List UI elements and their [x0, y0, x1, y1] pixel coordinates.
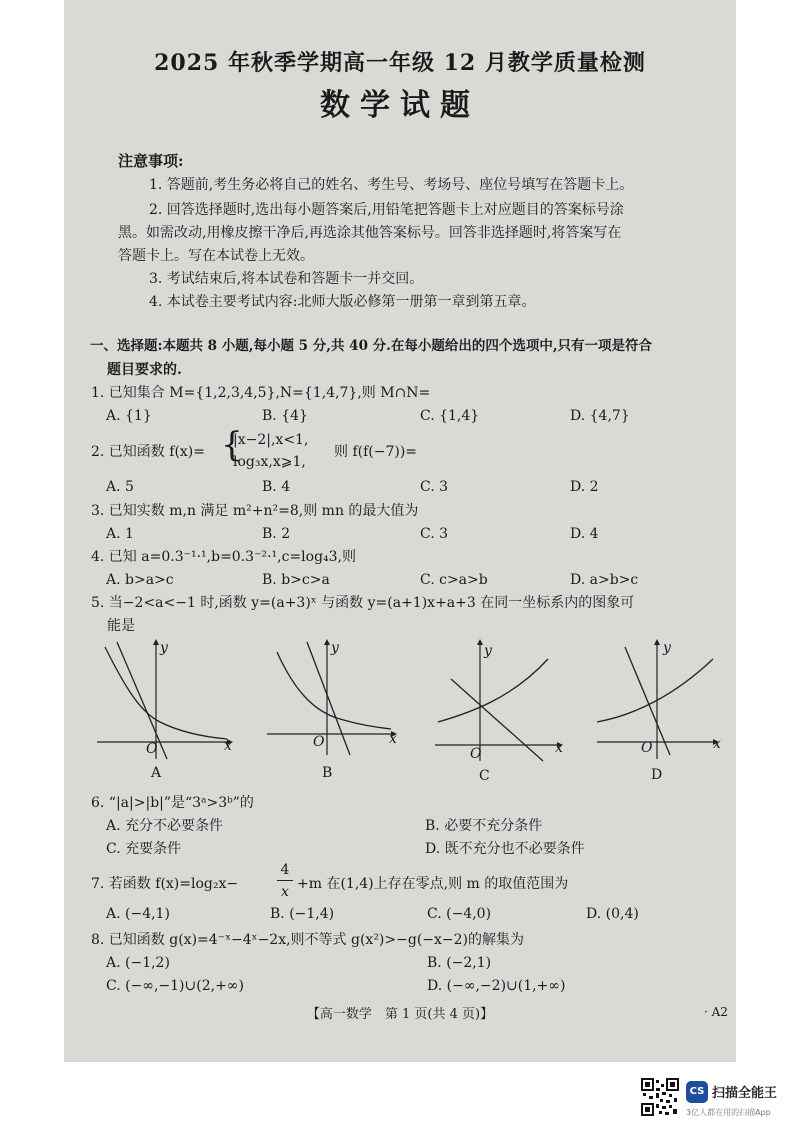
question-6-stem: 6. “|a|>|b|”是“3ᵃ>3ᵇ”的 — [91, 795, 254, 811]
q4-option-d: D. a>b>c — [570, 572, 639, 588]
q7-option-d: D. (0,4) — [586, 906, 639, 922]
graph-a-letter: A — [151, 765, 162, 781]
camscanner-logo-icon: CS — [686, 1081, 708, 1103]
exam-title: 2025 年秋季学期高一年级 12 月教学质量检测 — [154, 50, 646, 76]
q8-option-c: C. (−∞,−1)∪(2,+∞) — [106, 978, 244, 994]
q7-option-a: A. (−4,1) — [106, 906, 170, 922]
scanner-tagline: 3亿人都在用的扫描App — [686, 1108, 771, 1117]
notice-line-4: 4. 本试卷主要考试内容:北师大版必修第一册第一章到第五章。 — [149, 294, 536, 310]
section-heading-cont: 题目要求的. — [107, 362, 182, 378]
graph-c-letter: C — [479, 768, 490, 784]
q2-option-d: D. 2 — [570, 479, 599, 495]
question-7-stem-prefix: 7. 若函数 f(x)=log₂x− — [91, 876, 239, 892]
graph-b-x-label: x — [389, 731, 397, 747]
q2-case-1: |x−2|,x<1, — [233, 432, 309, 448]
graph-b-exp-curve — [277, 652, 391, 729]
paper-code: · A2 — [704, 1005, 728, 1019]
graph-c-line — [451, 679, 543, 761]
graph-a-y-arrow — [153, 639, 159, 645]
q3-option-b: B. 2 — [262, 526, 291, 542]
graph-d-y-label: y — [663, 640, 671, 656]
q3-option-c: C. 3 — [420, 526, 449, 542]
q7-option-c: C. (−4,0) — [427, 906, 492, 922]
graph-c-exp-curve — [438, 659, 548, 722]
q7-fraction-bar — [277, 880, 293, 881]
graph-c-y-arrow — [477, 639, 483, 645]
graph-c — [433, 637, 573, 762]
scanner-brand: 扫描全能王 — [712, 1086, 778, 1101]
graph-a-exp-curve — [105, 647, 227, 739]
graph-d-exp-curve — [597, 659, 713, 722]
q6-option-a: A. 充分不必要条件 — [106, 818, 224, 834]
q1-option-a: A. {1} — [106, 408, 152, 424]
q2-case-2: log₃x,x⩾1, — [233, 454, 306, 470]
graph-c-y-label: y — [484, 643, 492, 659]
notice-heading: 注意事项: — [118, 152, 184, 170]
graph-c-x-label: x — [555, 740, 563, 756]
graph-c-origin: O — [470, 746, 482, 762]
graph-a-y-label: y — [160, 640, 168, 656]
q2-option-b: B. 4 — [262, 479, 291, 495]
q8-option-d: D. (−∞,−2)∪(1,+∞) — [427, 978, 566, 994]
graph-d-y-arrow — [654, 639, 660, 645]
graph-b-y-arrow — [324, 639, 330, 645]
q1-option-b: B. {4} — [262, 408, 308, 424]
question-5-stem: 5. 当−2<a<−1 时,函数 y=(a+3)ˣ 与函数 y=(a+1)x+a+3 在同一坐标系内的图象可 — [91, 595, 635, 611]
graph-d-line — [625, 647, 670, 755]
q8-option-b: B. (−2,1) — [427, 955, 492, 971]
question-8-stem: 8. 已知函数 g(x)=4⁻ˣ−4ˣ−2x,则不等式 g(x²)>−g(−x−2)的解集为 — [91, 932, 525, 948]
q8-option-a: A. (−1,2) — [106, 955, 170, 971]
graph-a-x-label: x — [224, 738, 232, 754]
q3-option-d: D. 4 — [570, 526, 599, 542]
section-heading: 一、选择题:本题共 8 小题,每小题 5 分,共 40 分.在每小题给出的四个选项中,只有一项是符合 — [90, 338, 653, 354]
notice-line-2b: 黑。如需改动,用橡皮擦干净后,再选涂其他答案标号。回答非选择题时,将答案写在 — [118, 225, 622, 241]
notice-line-2c: 答题卡上。写在本试卷上无效。 — [118, 248, 314, 264]
question-3-stem: 3. 已知实数 m,n 满足 m²+n²=8,则 mn 的最大值为 — [91, 503, 419, 519]
graph-a-origin: O — [146, 741, 158, 757]
notice-line-3: 3. 考试结束后,将本试卷和答题卡一并交回。 — [149, 271, 424, 287]
graph-b-origin: O — [313, 734, 325, 750]
question-2-stem-prefix: 2. 已知函数 f(x)= — [91, 444, 205, 460]
q2-brace: { — [221, 425, 243, 465]
question-7-stem-suffix: +m 在(1,4)上存在零点,则 m 的取值范围为 — [297, 876, 569, 892]
q7-fraction-numerator: 4 — [280, 862, 290, 878]
graph-b-letter: B — [322, 765, 333, 781]
graph-d-origin: O — [641, 740, 653, 756]
question-4-stem: 4. 已知 a=0.3⁻¹·¹,b=0.3⁻²·¹,c=log₄3,则 — [91, 549, 356, 565]
q6-option-b: B. 必要不充分条件 — [425, 818, 543, 834]
question-5-stem-cont: 能是 — [107, 618, 135, 634]
subject-title: 数学试题 — [320, 88, 480, 123]
question-2-stem-suffix: 则 f(f(−7))= — [334, 444, 418, 460]
q7-option-b: B. (−1,4) — [270, 906, 335, 922]
page-footer: 【高一数学 第 1 页(共 4 页)】 — [306, 1007, 494, 1022]
q4-option-a: A. b>a>c — [106, 572, 174, 588]
qr-code-icon — [641, 1078, 679, 1116]
q7-fraction-denominator: x — [281, 884, 289, 900]
q1-option-d: D. {4,7} — [570, 408, 630, 424]
question-1-stem: 1. 已知集合 M={1,2,3,4,5},N={1,4,7},则 M∩N= — [91, 385, 431, 401]
notice-line-1: 1. 答题前,考生务必将自己的姓名、考生号、考场号、座位号填写在答题卡上。 — [149, 177, 634, 193]
q4-option-c: C. c>a>b — [420, 572, 488, 588]
q4-option-b: B. b>c>a — [262, 572, 330, 588]
q2-option-a: A. 5 — [106, 479, 134, 495]
q6-option-c: C. 充要条件 — [106, 841, 182, 857]
q6-option-d: D. 既不充分也不必要条件 — [425, 841, 585, 857]
q3-option-a: A. 1 — [106, 526, 134, 542]
notice-line-2a: 2. 回答选择题时,选出每小题答案后,用铅笔把答题卡上对应题目的答案标号涂 — [149, 202, 624, 218]
q2-option-c: C. 3 — [420, 479, 449, 495]
graph-d-letter: D — [651, 767, 663, 783]
graph-d-x-label: x — [713, 736, 721, 752]
q1-option-c: C. {1,4} — [420, 408, 480, 424]
graph-b-y-label: y — [331, 640, 339, 656]
